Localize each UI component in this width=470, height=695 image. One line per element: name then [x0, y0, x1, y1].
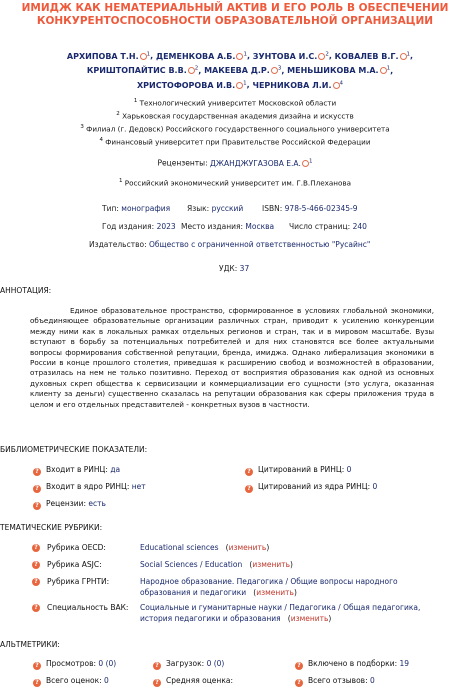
authors-list: АРХИПОВА Т.Н. $^1$, ДЕМЕНКОВА А.Б. $^1$, ЗУНТОВА И.С. $^2$, КОВАЛЕВ В.Г. $^1$, КРИШТОПАЙТИС В.В. $^2$, МАКЕЕВА Д.Р. $^3$, МЕНЬШИКОВА М.А. $^1$, ХРИСТОФОРОВА И.В. $^1$, ЧЕРНИКОВА Л.И. $^4$	[66, 51, 414, 90]
meta-year: Год издания: 2023	[102, 222, 176, 231]
altmetrics-heading: АЛЬТМЕТРИКИ:	[0, 640, 60, 649]
author[interactable]: МАКЕЕВА Д.Р. $^3$	[204, 65, 282, 76]
help-icon[interactable]: ?	[295, 662, 303, 670]
biblio-reviews: ? Рецензии: есть	[33, 499, 106, 510]
meta-udk: УДК: 37	[219, 264, 250, 273]
user-icon	[333, 82, 340, 89]
change-link[interactable]: изменить	[256, 587, 294, 597]
affiliation: $^4$ Финансовый университет при Правительстве Российской Федерации	[99, 136, 371, 147]
affiliation: $^2$ Харьковская государственная академия дизайна и искусств	[116, 110, 354, 121]
rubric-grnti: ? Рубрика ГРНТИ: Народное образование. Педагогика / Общие вопросы народного образования и педагогики (изменить)	[0, 577, 470, 599]
help-icon[interactable]: ?	[245, 485, 253, 493]
user-icon	[318, 53, 325, 60]
altm-reviews: ? Всего отзывов: 0	[295, 676, 375, 687]
title-line-2: КОНКУРЕНТОСПОСОБНОСТИ ОБРАЗОВАТЕЛЬНОЙ ОРГАНИЗАЦИИ	[36, 15, 434, 27]
biblio-cit-core: ? Цитирований из ядра РИНЦ: 0	[245, 482, 377, 493]
annotation-text: Единое образовательное пространство, сформированное в условиях глобальной экономики, объединяющее образовательные организации различных стран, приводит к усилению конкуренции между ними как в локальных рамках отдельных регионов и стран, так и в мировом масштабе. Вузы вступают в борьбу за потенциальных потребителей и для них становятся все более актуальными вопросы формирования собственной репутации, бренда, имиджа. Однако либерализация экономики в России в конце прошлого столетия, приведшая к расширению свобод и возможностей в образовании, отразилась на нем не только позитивно. Переход от восприятия образования как одной из основных духовных скреп общества к сервисизации и коммерциализации его сущности (это услуга, оказанная клиенту за деньги) существенно сказалась на репутации образования как сферы приложения труда в целом и его отдельных представителей - конкретных вузов в частности.	[30, 306, 434, 409]
help-icon[interactable]: ?	[32, 604, 40, 612]
meta-place: Место издания: Москва	[181, 222, 275, 231]
author[interactable]: АРХИПОВА Т.Н. $^1$	[66, 51, 151, 61]
altm-ratings: ? Всего оценок: 0	[33, 676, 109, 687]
rubrics-heading: ТЕМАТИЧЕСКИЕ РУБРИКИ:	[0, 523, 103, 532]
rubric-oecd-link[interactable]: Educational sciences	[140, 543, 219, 552]
rubric-vak-link[interactable]: Социальные и гуманитарные науки / Педагогика / Общая педагогика,	[140, 603, 421, 612]
altm-collections: ? Включено в подборки: 19	[295, 659, 409, 670]
user-icon	[188, 67, 195, 74]
help-icon[interactable]: ?	[245, 468, 253, 476]
user-icon	[271, 67, 278, 74]
help-icon[interactable]: ?	[153, 662, 161, 670]
author[interactable]: ДЕМЕНКОВА А.Б. $^1$	[155, 51, 247, 61]
help-icon[interactable]: ?	[33, 662, 41, 670]
author[interactable]: ЗУНТОВА И.С. $^2$	[252, 51, 329, 61]
meta-pages: Число страниц: 240	[289, 222, 367, 231]
affiliation: $^1$ Технологический университет Московской области	[133, 98, 337, 108]
help-icon[interactable]: ?	[32, 578, 40, 586]
reviewer-link[interactable]: ДЖАНДЖУГАЗОВА Е.А. $^1$	[210, 158, 313, 168]
rubric-grnti-link[interactable]: образования и педагогики	[140, 587, 247, 597]
help-icon[interactable]: ?	[33, 485, 41, 493]
bibliometrics-heading: БИБЛИОМЕТРИЧЕСКИЕ ПОКАЗАТЕЛИ:	[0, 445, 148, 454]
author[interactable]: ХРИСТОФОРОВА И.В. $^1$	[136, 80, 247, 90]
meta-publisher: Издательство: Общество с ограниченной ответственностью "Русайнс"	[89, 240, 371, 249]
author[interactable]: МЕНЬШИКОВА М.А. $^1$	[287, 65, 391, 76]
help-icon[interactable]: ?	[33, 468, 41, 476]
reviewers: Рецензенты: ДЖАНДЖУГАЗОВА Е.А. $^1$	[157, 158, 313, 168]
title-line-1: ИМИДЖ КАК НЕМАТЕРИАЛЬНЫЙ АКТИВ И ЕГО РОЛЬ В ОБЕСПЕЧЕНИИ	[21, 2, 449, 14]
reviewer-affiliation: $^1$ Российский экономический университет им. Г.В.Плеханова	[118, 178, 352, 188]
meta-isbn: ISBN: 978-5-466-02345-9	[262, 204, 358, 213]
biblio-cit-rinc: ? Цитирований в РИНЦ: 0	[245, 465, 351, 476]
altm-views: ? Просмотров: 0 (0)	[33, 659, 116, 670]
reviews-link[interactable]: есть	[88, 499, 106, 508]
user-icon	[140, 53, 147, 60]
help-icon[interactable]: ?	[32, 561, 40, 569]
help-icon[interactable]: ?	[153, 679, 161, 687]
rubric-grnti-link[interactable]: Народное образование. Педагогика / Общие вопросы народного	[140, 577, 398, 586]
rubric-asjc: ? Рубрика ASJC: Social Sciences / Education (изменить)	[0, 560, 470, 572]
rubric-vak-link[interactable]: история педагогики и образования	[140, 613, 281, 623]
help-icon[interactable]: ?	[33, 502, 41, 510]
user-icon	[380, 67, 387, 74]
rubric-asjc-link[interactable]: Social Sciences / Education	[140, 560, 243, 569]
change-link[interactable]: изменить	[228, 543, 267, 552]
help-icon[interactable]: ?	[295, 679, 303, 687]
change-link[interactable]: изменить	[290, 613, 329, 623]
user-icon	[236, 53, 243, 60]
meta-lang: Язык: русский	[187, 204, 244, 213]
help-icon[interactable]: ?	[32, 544, 40, 552]
rubric-oecd: ? Рубрика OECD: Educational sciences (изменить)	[0, 543, 470, 555]
altm-downloads: ? Загрузок: 0 (0)	[153, 659, 224, 670]
annotation-heading: АННОТАЦИЯ:	[0, 286, 52, 295]
author[interactable]: КОВАЛЕВ В.Г. $^1$	[334, 51, 411, 61]
user-icon	[236, 82, 243, 89]
help-icon[interactable]: ?	[33, 679, 41, 687]
affiliation: $^3$ Филиал (г. Дедовск) Российского государственного социального университета	[80, 123, 390, 134]
altm-avg: ? Средняя оценка:	[153, 676, 233, 687]
rubric-vak: ? Специальность ВАК: Социальные и гуманитарные науки / Педагогика / Общая педагогика, история педагогики и образования (изменить)	[0, 603, 470, 625]
meta-type: Тип: монография	[102, 204, 171, 213]
book-title	[0, 2, 470, 28]
author[interactable]: ЧЕРНИКОВА Л.И. $^4$	[252, 80, 344, 90]
user-icon	[400, 53, 407, 60]
user-icon	[302, 160, 309, 167]
affiliations	[20, 96, 450, 148]
author[interactable]: КРИШТОПАЙТИС В.В. $^2$	[86, 65, 199, 76]
change-link[interactable]: изменить	[252, 560, 291, 569]
biblio-core: ? Входит в ядро РИНЦ: нет	[33, 482, 146, 493]
biblio-rinc: ? Входит в РИНЦ: да	[33, 465, 120, 476]
